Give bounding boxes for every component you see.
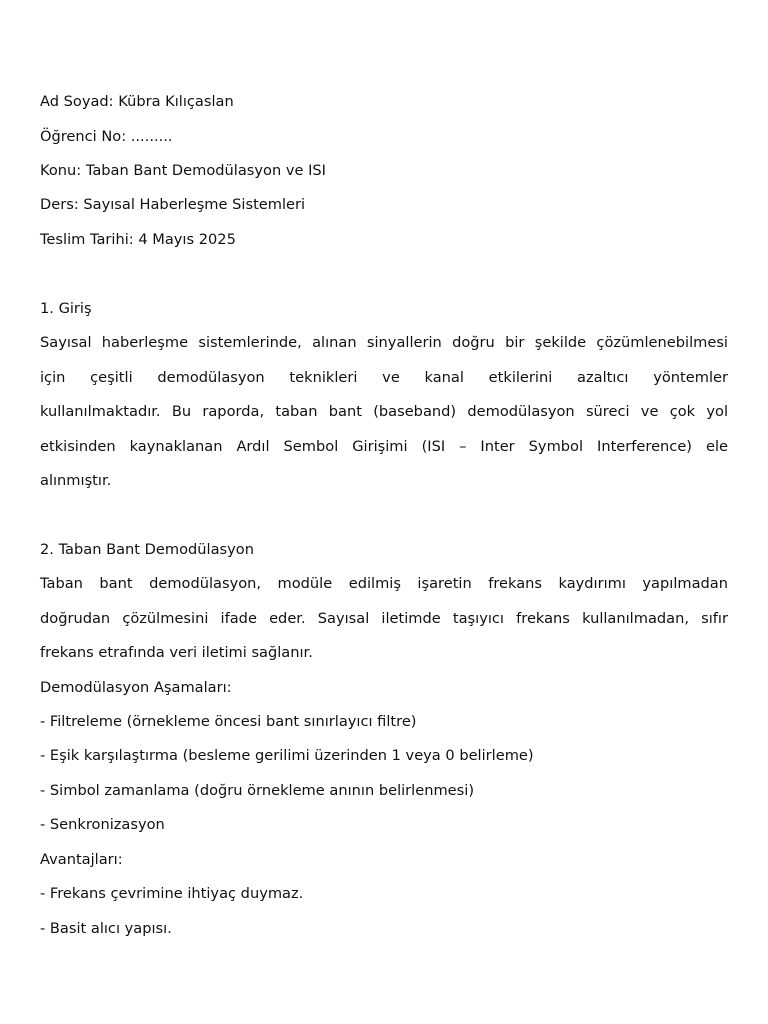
course: Ders: Sayısal Haberleşme Sistemleri bbox=[40, 196, 306, 213]
advantages-title: Avantajları: bbox=[40, 851, 123, 868]
section-heading-baseband: 2. Taban Bant Demodülasyon bbox=[40, 541, 254, 558]
list-item: - Senkronizasyon bbox=[40, 816, 165, 833]
stages-title: Demodülasyon Aşamaları: bbox=[40, 679, 232, 696]
due-date: Teslim Tarihi: 4 Mayıs 2025 bbox=[40, 231, 236, 248]
paragraph-line: etkisinden kaynaklanan Ardıl Sembol Girişimi (ISI – Inter Symbol Interference) ele bbox=[40, 438, 728, 455]
paragraph-line: doğrudan çözülmesini ifade eder. Sayısal iletimde taşıyıcı frekans kullanılmadan, sıfır bbox=[40, 610, 728, 627]
topic: Konu: Taban Bant Demodülasyon ve ISI bbox=[40, 162, 326, 179]
paragraph-line: Taban bant demodülasyon, modüle edilmiş işaretin frekans kaydırımı yapılmadan bbox=[40, 575, 728, 592]
list-item: - Simbol zamanlama (doğru örnekleme anının belirlenmesi) bbox=[40, 782, 475, 799]
student-number: Öğrenci No: ......... bbox=[40, 128, 173, 145]
student-name: Ad Soyad: Kübra Kılıçaslan bbox=[40, 93, 234, 110]
paragraph-line: kullanılmaktadır. Bu raporda, taban bant (baseband) demodülasyon süreci ve çok yol bbox=[40, 403, 728, 420]
list-item: - Basit alıcı yapısı. bbox=[40, 920, 172, 937]
paragraph-line: için çeşitli demodülasyon teknikleri ve kanal etkilerini azaltıcı yöntemler bbox=[40, 369, 728, 386]
list-item: - Filtreleme (örnekleme öncesi bant sınırlayıcı filtre) bbox=[40, 713, 417, 730]
list-item: - Frekans çevrimine ihtiyaç duymaz. bbox=[40, 885, 304, 902]
paragraph-line: Sayısal haberleşme sistemlerinde, alınan sinyallerin doğru bir şekilde çözümlenebilmesi bbox=[40, 334, 728, 351]
section-heading-intro: 1. Giriş bbox=[40, 300, 92, 317]
paragraph-line: frekans etrafında veri iletimi sağlanır. bbox=[40, 644, 313, 661]
paragraph-line: alınmıştır. bbox=[40, 472, 112, 489]
list-item: - Eşik karşılaştırma (besleme gerilimi üzerinden 1 veya 0 belirleme) bbox=[40, 747, 534, 764]
